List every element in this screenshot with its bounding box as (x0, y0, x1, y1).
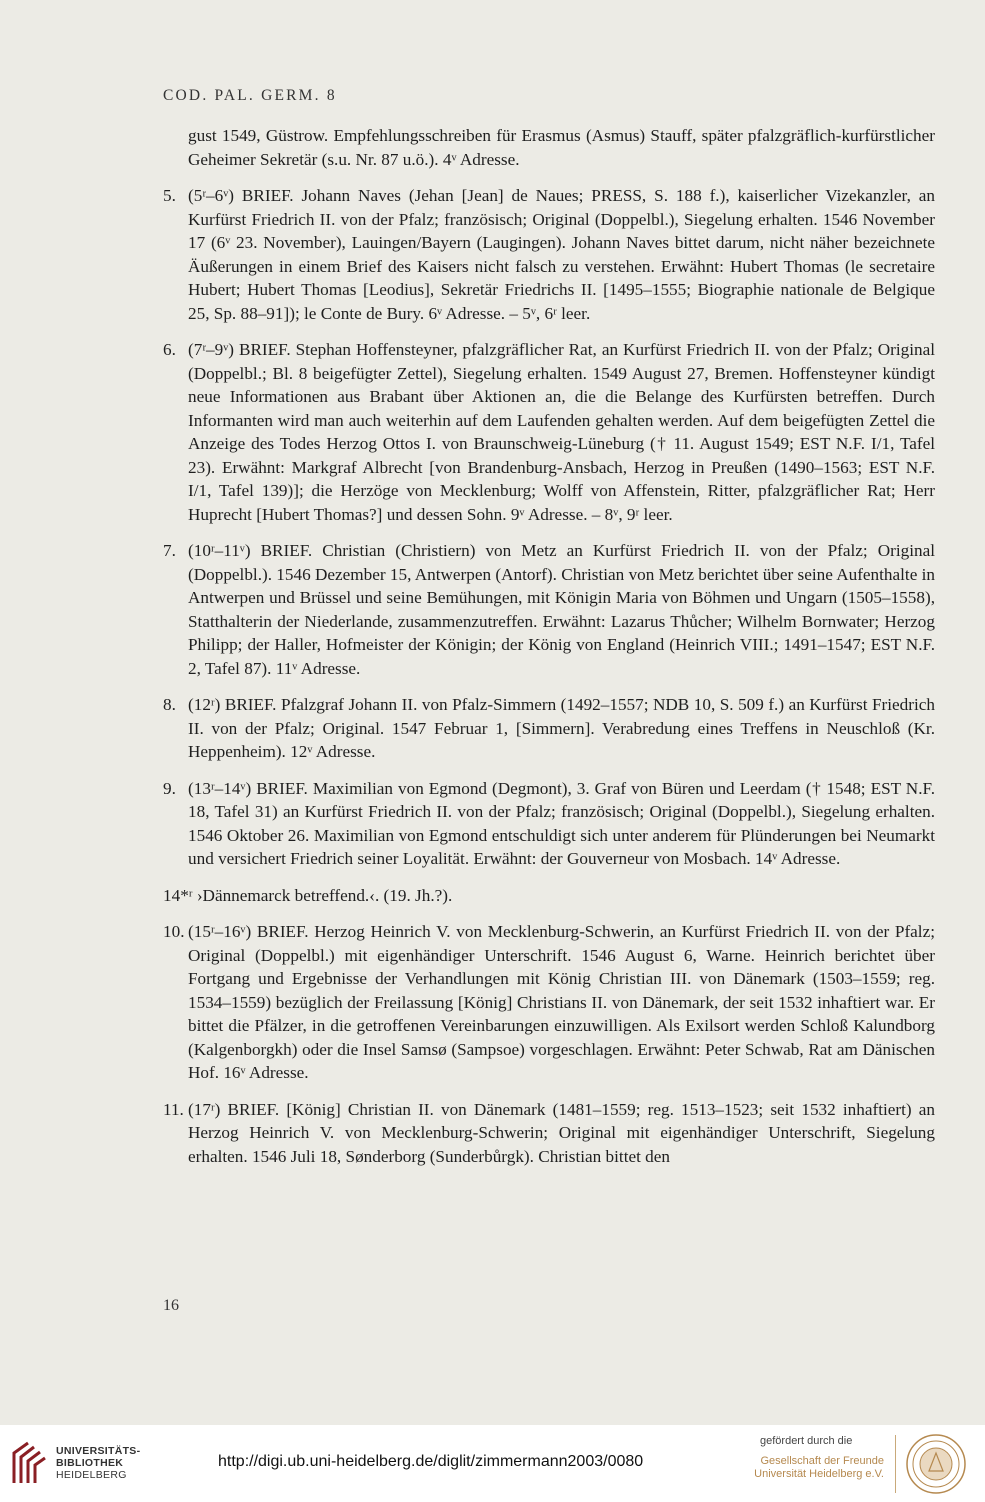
page-number: 16 (163, 1297, 179, 1314)
entry-text: (12ʳ) BRIEF. Pfalzgraf Johann II. von Pfalz-Simmern (1492–1557; NDB 10, S. 509 f.) an Kurfürst Friedrich II. von der Pfalz; Original. 1547 Februar 1, [Simmern]. Verabredung eines Treffens in Neuschloß (Kr. Heppenheim). 12ᵛ Adresse. (188, 695, 935, 761)
entry-6 (163, 338, 935, 526)
entry-text: (7ʳ–9ᵛ) BRIEF. Stephan Hoffensteyner, pfalzgräflicher Rat, an Kurfürst Friedrich II. von der Pfalz; Original (Doppelbl.; Bl. 8 beigefügter Zettel), Siegelung erhalten. 1549 August 27, Bremen. Hoffensteyner kündigt neue Informationen aus Brabant über Aktionen an, die die Belange des Kurfürsten betreffen. Durch Informanten wird man auch weiterhin auf dem Laufenden gehalten werden. Auf dem beigefügten Zettel die Anzeige des Todes Herzog Ottos I. von Braunschweig-Lüneburg († 11. August 1549; EST N.F. I/1, Tafel 23). Erwähnt: Markgraf Albrecht [von Brandenburg-Ansbach, Herzog in Preußen (1490–1563; EST N.F. I/1, Tafel 139)]; die Herzöge von Mecklenburg; Wolff von Affenstein, Ritter, pfalzgräflicher Rat; Herr Huprecht [Hubert Thomas?] und dessen Sohn. 9ᵛ Adresse. – 8ᵛ, 9ʳ leer. (188, 340, 935, 524)
permalink-url[interactable]: http://digi.ub.uni-heidelberg.de/diglit/zimmermann2003/0080 (218, 1453, 644, 1470)
entry-number: 8. (163, 695, 176, 714)
entry-number: 10. (163, 922, 185, 941)
library-name: UNIVERSITÄTS- BIBLIOTHEK HEIDELBERG (56, 1445, 141, 1481)
entry-text: (13ʳ–14ᵛ) BRIEF. Maximilian von Egmond (Degmont), 3. Graf von Büren und Leerdam († 1548; EST N.F. 18, Tafel 31) an Kurfürst Friedrich II. von der Pfalz; französisch; Original (Doppelbl.), Siegelung erhalten. 1546 Oktober 26. Maximilian von Egmond entschuldigt sich unter anderem für Plünderungen bei Neumarkt und versichert Friedrich seiner Loyalität. Erwähnt: der Gouverneur von Mosbach. 14ᵛ Adresse. (188, 778, 935, 868)
sponsor-label: gefördert durch die (760, 1435, 853, 1447)
entry-note-14: 14*ʳ ›Dännemarck betreffend.‹. (19. Jh.?). (163, 885, 453, 905)
entry-continuation: gust 1549, Güstrow. Empfehlungsschreiben für Erasmus (Asmus) Stauff, später pfalzgräflich-kurfürstlicher Geheimer Sekretär (s.u. Nr. 87 u.ö.). 4ᵛ Adresse. (188, 126, 935, 169)
entry-text: (17ʳ) BRIEF. [König] Christian II. von Dänemark (1481–1559; reg. 1513–1523; seit 1532 inhaftiert) an Herzog Heinrich V. von Mecklenburg-Schwerin; Original mit eigenhändiger Unterschrift, Siegelung erhalten. 1546 Juli 18, Sønderborg (Sunderbůrgk). Christian bittet den (188, 1099, 935, 1166)
entry-text: (15ʳ–16ᵛ) BRIEF. Herzog Heinrich V. von Mecklenburg-Schwerin, an Kurfürst Friedrich II. von der Pfalz; Original (Doppelbl.) mit eigenhändiger Unterschrift. 1546 August 6, Warne. Heinrich berichtet über Fortgang und Ergebnisse der Verhandlungen mit König Christian III. von Dänemark (1503–1559; reg. 1534–1559) bezüglich der Freilassung [König] Christians II. von Dänemark, der seit 1532 inhaftiert war. Er bittet die Pfälzer, in die getroffenen Vereinbarungen einzuwilligen. Als Exilsort werden Schloß Kalundborg (Kalgenborgkh) oder die Insel Samsø (Sampsoe) vorgeschlagen. Erwähnt: Peter Schwab, Rat am Dänischen Hof. 16ᵛ Adresse. (188, 922, 935, 1082)
catalog-entries (163, 124, 935, 1181)
entry-number: 5. (163, 186, 176, 205)
entry-9 (163, 777, 935, 871)
entry-11 (163, 1098, 935, 1169)
sponsor-name: Gesellschaft der Freunde Universität Heidelberg e.V. (754, 1455, 884, 1480)
entry-7 (163, 539, 935, 680)
running-title: COD. PAL. GERM. 8 (163, 87, 337, 104)
entry-number: 6. (163, 340, 176, 359)
entry-number: 9. (163, 778, 176, 798)
university-seal-icon (905, 1433, 967, 1495)
entry-number: 7. (163, 541, 176, 560)
entry-text: (5ʳ–6ᵛ) BRIEF. Johann Naves (Jehan [Jean] de Naues; PRESS, S. 188 f.), kaiserlicher Vizekanzler, an Kurfürst Friedrich II. von der Pfalz; französisch; Original (Doppelbl.), Siegelung erhalten. 1546 November 17 (6ᵛ 23. November), Lauingen/Bayern (Laugingen). Johann Naves bittet darum, nicht näher bezeichnete Äußerungen in einem Brief des Kaisers nicht falsch zu verstehen. Erwähnt: Hubert Thomas (le secretaire Hubert; Hubert Thomas [Leodius], Sekretär Friedrichs II. [1495–1555; Biographie nationale de Belgique 25, Sp. 88–91]); le Conte de Bury. 6ᵛ Adresse. – 5ᵛ, 6ʳ leer. (188, 186, 935, 323)
entry-8 (163, 693, 935, 764)
entry-text: (10ʳ–11ᵛ) BRIEF. Christian (Christiern) von Metz an Kurfürst Friedrich II. von der Pfalz; Original (Doppelbl.). 1546 Dezember 15, Antwerpen (Antorf). Christian von Metz berichtet über seine Aufenthalte in Antwerpen und Brüssel und seine Bemühungen, mit Königin Maria von Böhmen und Ungarn (1505–1558), Statthalterin der Niederlande, zusammenzutreffen. Erwähnt: Lazarus Thůcher; Wilhelm Bornwater; Herzog Philipp; der Haller, Hofmeister der Königin; der König von England (Heinrich VIII.; 1491–1547; EST N.F. 2, Tafel 87). 11ᵛ Adresse. (188, 541, 935, 678)
footer-divider (895, 1435, 896, 1493)
university-library-logo-icon (10, 1439, 48, 1487)
entry-number: 11. (163, 1099, 184, 1119)
entry-10 (163, 920, 935, 1085)
footer-bar (0, 1425, 985, 1502)
entry-5 (163, 184, 935, 325)
